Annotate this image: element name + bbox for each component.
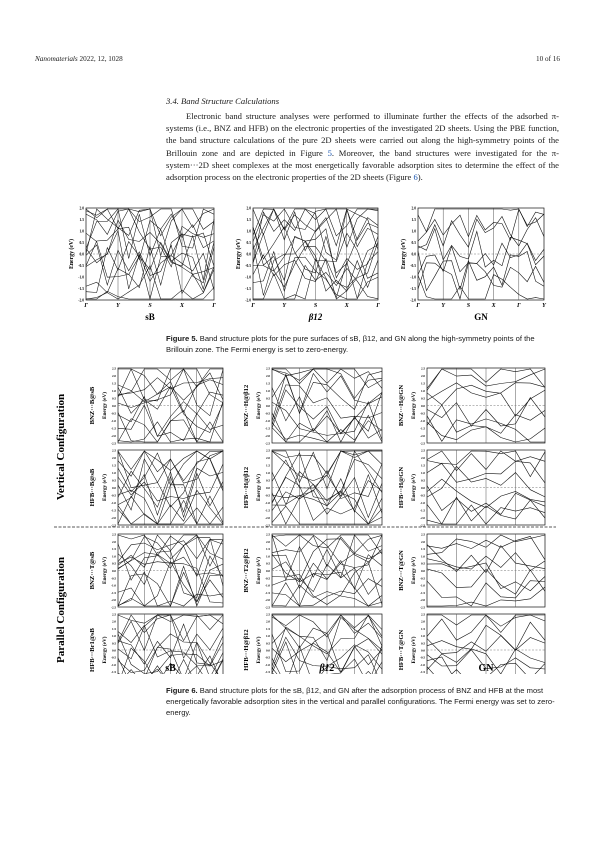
y-tick-label: 2.5: [266, 366, 270, 371]
y-axis-label: Energy (eV): [102, 392, 108, 419]
y-tick-label: -1.0: [264, 662, 270, 667]
y-tick-label: -1.5: [419, 670, 425, 674]
y-tick-label: 1.5: [246, 218, 251, 222]
section-title: 3.4. Band Structure Calculations: [166, 96, 280, 106]
y-tick-label: 0.0: [112, 648, 116, 653]
y-tick-label: -2.0: [110, 598, 116, 603]
kpoint-label: Y: [282, 303, 287, 309]
y-tick-label: -1.5: [264, 426, 270, 431]
y-axis-label: Energy (eV): [102, 636, 108, 664]
y-axis-label: Energy (eV): [411, 557, 417, 584]
y-tick-label: 0.0: [266, 486, 270, 490]
y-tick-label: 2.5: [112, 366, 116, 371]
y-axis-label: Energy (eV): [411, 392, 417, 419]
y-tick-label: 1.5: [421, 381, 425, 386]
y-tick-label: -2.5: [419, 441, 425, 446]
panel-name: GN: [474, 312, 488, 322]
system-label: BNZ···B@sB: [89, 386, 96, 425]
y-tick-label: -0.5: [419, 411, 425, 416]
y-tick-label: 1.5: [79, 218, 84, 222]
kpoint-label: Γ: [376, 303, 380, 309]
y-tick-label: 2.5: [112, 532, 116, 537]
y-tick-label: -0.5: [110, 493, 116, 498]
y-tick-label: 2.0: [266, 456, 270, 460]
y-tick-label: 1.5: [266, 547, 270, 552]
y-tick-label: 0.0: [112, 486, 116, 490]
kpoint-label: S: [313, 303, 318, 309]
y-tick-label: -1.5: [110, 508, 116, 513]
y-tick-label: 1.5: [421, 547, 425, 552]
band-panel: [68, 207, 216, 310]
band-panel: [101, 613, 225, 675]
y-tick-label: -1.0: [264, 501, 270, 505]
y-tick-label: 0.5: [112, 396, 116, 401]
system-label: HFB···T@GN: [398, 629, 405, 671]
figure-5-band-structure: [68, 205, 560, 323]
y-tick-label: 2.5: [266, 612, 270, 617]
y-tick-label: -0.5: [264, 576, 270, 581]
y-tick-label: 1.5: [421, 463, 425, 468]
y-tick-label: -1.5: [264, 670, 270, 674]
system-label: HFB···H@GN: [398, 466, 405, 509]
y-tick-label: 1.5: [112, 381, 116, 386]
y-tick-label: 1.0: [112, 389, 116, 393]
column-name: sB: [165, 663, 176, 674]
figure-6-link[interactable]: 6: [413, 172, 418, 183]
system-label: BNZ···T2@β12: [243, 548, 250, 593]
y-axis-label: Energy (eV): [256, 557, 262, 584]
y-tick-label: 0.0: [411, 252, 416, 257]
y-tick-label: 1.0: [112, 634, 116, 639]
y-tick-label: 2.0: [411, 206, 416, 211]
y-tick-label: 2.0: [266, 619, 270, 624]
y-tick-label: 0.5: [421, 641, 425, 646]
system-label: HFB···H@β12: [243, 629, 250, 671]
system-label: BNZ···T@sB: [89, 551, 96, 590]
y-tick-label: 1.0: [266, 554, 270, 559]
y-tick-label: -2.0: [78, 298, 84, 303]
y-tick-label: -2.0: [419, 516, 425, 520]
y-tick-label: -0.5: [419, 655, 425, 660]
y-tick-label: -2.5: [110, 605, 116, 610]
y-tick-label: 1.5: [421, 626, 425, 631]
group-label-vertical: Vertical Configuration: [55, 393, 67, 501]
y-tick-label: -1.0: [110, 583, 116, 588]
y-tick-label: 1.0: [266, 389, 270, 393]
y-tick-label: 2.0: [421, 456, 425, 460]
y-tick-label: 2.0: [112, 619, 116, 624]
y-tick-label: -1.5: [410, 287, 416, 291]
y-tick-label: 0.5: [266, 396, 270, 401]
y-tick-label: 2.5: [421, 448, 425, 453]
y-tick-label: 2.5: [112, 612, 116, 617]
y-tick-label: 0.0: [266, 569, 270, 573]
y-tick-label: -2.0: [110, 434, 116, 438]
kpoint-label: X: [179, 303, 185, 309]
y-tick-label: -1.5: [264, 508, 270, 513]
journal-citation: Nanomaterials 2022, 12, 1028: [35, 55, 123, 63]
y-tick-label: 2.5: [421, 612, 425, 617]
y-tick-label: 1.0: [246, 229, 251, 234]
y-tick-label: 1.5: [112, 463, 116, 468]
y-tick-label: 0.0: [112, 569, 116, 573]
y-tick-label: 0.5: [112, 478, 116, 483]
y-axis-label: Energy (eV): [256, 636, 262, 664]
y-axis-label: Energy (eV): [401, 238, 407, 270]
column-name: GN: [478, 663, 494, 674]
y-axis-label: Energy (eV): [69, 238, 75, 270]
y-tick-label: -1.0: [110, 501, 116, 505]
y-tick-label: 2.0: [112, 456, 116, 460]
y-tick-label: 2.0: [112, 539, 116, 544]
y-tick-label: 2.5: [266, 532, 270, 537]
y-axis-label: Energy (eV): [256, 474, 262, 501]
y-tick-label: -0.5: [264, 411, 270, 416]
y-tick-label: 2.0: [421, 539, 425, 544]
y-tick-label: 1.0: [421, 554, 425, 559]
y-tick-label: -0.5: [419, 493, 425, 498]
y-tick-label: 1.5: [112, 547, 116, 552]
band-panel: [101, 367, 223, 446]
band-panel: [101, 533, 223, 610]
band-panel: [255, 367, 382, 446]
y-tick-label: 0.5: [112, 641, 116, 646]
y-tick-label: 0.5: [421, 478, 425, 483]
y-tick-label: 1.0: [112, 471, 116, 475]
y-tick-label: -1.0: [410, 275, 416, 280]
y-tick-label: 2.0: [112, 374, 116, 378]
kpoint-label: S: [466, 303, 471, 309]
y-tick-label: 1.5: [266, 626, 270, 631]
system-label: HFB···B@sB: [89, 468, 96, 507]
y-tick-label: 1.0: [266, 634, 270, 639]
system-label: HFB···H@β12: [243, 466, 250, 509]
y-tick-label: -2.0: [410, 298, 416, 303]
system-label: HFB···Br1@sB: [89, 628, 96, 672]
y-axis-label: Energy (eV): [102, 474, 108, 501]
system-label: BNZ···T@GN: [398, 550, 405, 591]
y-tick-label: -1.0: [264, 583, 270, 588]
kpoint-label: Γ: [416, 303, 420, 309]
y-tick-label: 1.5: [266, 381, 270, 386]
y-tick-label: 1.0: [266, 471, 270, 475]
y-tick-label: 0.5: [266, 561, 270, 566]
y-tick-label: 2.0: [79, 206, 84, 211]
y-tick-label: -0.5: [245, 264, 251, 268]
y-tick-label: -2.5: [264, 441, 270, 446]
y-axis-label: Energy (eV): [236, 238, 242, 270]
y-tick-label: 0.0: [421, 486, 425, 490]
y-tick-label: -1.0: [419, 583, 425, 588]
y-tick-label: 0.5: [246, 241, 251, 245]
kpoint-label: Y: [116, 303, 120, 309]
y-tick-label: 0.5: [421, 561, 425, 566]
y-tick-label: 2.0: [266, 539, 270, 544]
y-tick-label: -1.5: [419, 590, 425, 595]
y-tick-label: -1.0: [245, 275, 251, 280]
y-tick-label: -1.0: [419, 419, 425, 423]
panel-name: sB: [145, 312, 155, 322]
y-axis-label: Energy (eV): [411, 636, 417, 664]
y-tick-label: 0.0: [266, 648, 270, 653]
band-panel: [410, 449, 545, 528]
kpoint-label: Y: [441, 303, 446, 309]
figure-6-caption: Figure 6. Band structure plots for the sB, β12, and GN after the adsorption process of BNZ and HFB at the most energetically favorable adsorption sites in the vertical and parallel configurations. The Fermi energy was set to zero-energy.: [166, 686, 555, 717]
y-tick-label: 0.5: [421, 396, 425, 401]
y-tick-label: -2.0: [264, 516, 270, 520]
y-tick-label: 0.0: [421, 404, 425, 408]
kpoint-label: Γ: [516, 303, 521, 309]
figure-6-band-structure: [50, 362, 560, 674]
y-tick-label: 0.0: [246, 252, 251, 257]
kpoint-label: Γ: [212, 303, 216, 309]
column-name: β12: [319, 663, 335, 674]
y-tick-label: 2.0: [421, 619, 425, 624]
y-tick-label: -1.0: [264, 419, 270, 423]
y-tick-label: -2.5: [110, 523, 116, 528]
band-panel: [235, 207, 380, 310]
y-tick-label: 0.0: [112, 404, 116, 408]
y-tick-label: -1.0: [419, 501, 425, 505]
y-tick-label: 0.5: [266, 478, 270, 483]
y-tick-label: 0.5: [79, 241, 84, 245]
y-tick-label: -1.0: [110, 419, 116, 423]
y-tick-label: -2.5: [264, 605, 270, 610]
body-paragraph: Electronic band structure analyses were performed to illuminate further the effects of the adsorbed π-systems (i.e., BNZ and HFB) on the electronic properties of the investigated 2D sheets. Using the PBE function, the band structure calculations of the pure 2D sheets were carried out along the high-symmetry points of the Brillouin zone and are depicted in Figure 5. Moreover, the band structures were investigated for the π-system···2D sheet complexes at the most energetically favorable adsorption sites to determine the effect of the adsorption process on the electronic properties of the 2D sheets (Figure 6).: [166, 111, 559, 183]
y-tick-label: 2.0: [246, 206, 251, 211]
group-label-parallel: Parallel Configuration: [55, 556, 67, 664]
y-tick-label: -2.0: [419, 598, 425, 603]
y-tick-label: -1.5: [419, 426, 425, 431]
kpoint-label: Γ: [84, 303, 88, 309]
y-tick-label: -2.0: [245, 298, 251, 303]
y-tick-label: 1.5: [411, 218, 416, 222]
y-tick-label: 1.0: [421, 634, 425, 639]
kpoint-label: Y: [542, 303, 546, 309]
y-tick-label: -1.5: [78, 287, 84, 291]
y-tick-label: -1.5: [264, 590, 270, 595]
y-tick-label: -0.5: [264, 655, 270, 660]
y-tick-label: 2.5: [421, 532, 425, 537]
y-tick-label: 1.0: [421, 389, 425, 393]
band-panel: [410, 367, 545, 446]
y-tick-label: -2.0: [110, 516, 116, 520]
y-tick-label: -1.0: [110, 662, 116, 667]
figure-5-caption: Figure 5. Band structure plots for the pure surfaces of sB, β12, and GN along the high-symmetry points of the Brillouin zone. The Fermi energy is set to zero-energy.: [166, 334, 535, 354]
y-tick-label: 2.5: [266, 448, 270, 453]
panel-name: β12: [308, 312, 323, 322]
band-panel: [255, 449, 382, 528]
y-tick-label: 1.0: [421, 471, 425, 475]
y-tick-label: 2.0: [266, 374, 270, 378]
y-tick-label: -0.5: [419, 576, 425, 581]
y-tick-label: -2.5: [264, 523, 270, 528]
y-tick-label: 1.0: [79, 229, 84, 234]
y-axis-label: Energy (eV): [411, 474, 417, 501]
y-tick-label: 1.0: [411, 229, 416, 234]
y-tick-label: -1.5: [110, 590, 116, 595]
system-label: BNZ···H@β12: [243, 384, 250, 427]
y-tick-label: 1.5: [266, 463, 270, 468]
y-tick-label: 0.0: [266, 404, 270, 408]
system-label: BNZ···H@GN: [398, 384, 405, 427]
y-tick-label: -1.0: [419, 662, 425, 667]
y-tick-label: -0.5: [110, 655, 116, 660]
y-tick-label: -2.0: [264, 598, 270, 603]
y-tick-label: -2.5: [419, 523, 425, 528]
y-tick-label: 0.0: [79, 252, 84, 257]
y-tick-label: -1.5: [245, 287, 251, 291]
y-tick-label: -2.0: [264, 434, 270, 438]
band-panel: [255, 533, 382, 610]
y-tick-label: -2.5: [110, 441, 116, 446]
band-panel: [410, 533, 545, 610]
band-panel: [400, 207, 547, 310]
y-tick-label: 1.0: [112, 554, 116, 559]
y-tick-label: -1.5: [110, 670, 116, 674]
figure-5-link[interactable]: 5: [327, 147, 332, 158]
kpoint-label: S: [148, 303, 152, 309]
y-tick-label: 2.5: [421, 366, 425, 371]
y-tick-label: -0.5: [110, 576, 116, 581]
y-tick-label: -0.5: [264, 493, 270, 498]
band-panel: [101, 449, 223, 528]
y-tick-label: 2.0: [421, 374, 425, 378]
y-tick-label: 0.5: [112, 561, 116, 566]
y-tick-label: -0.5: [78, 264, 84, 268]
kpoint-label: X: [344, 303, 349, 309]
y-axis-label: Energy (eV): [256, 392, 262, 419]
y-tick-label: -2.0: [419, 434, 425, 438]
kpoint-label: Γ: [251, 303, 255, 309]
y-tick-label: -2.5: [419, 605, 425, 610]
y-tick-label: 1.5: [112, 626, 116, 631]
y-tick-label: -1.5: [110, 426, 116, 431]
y-tick-label: 0.5: [411, 241, 416, 245]
y-tick-label: -1.0: [78, 275, 84, 280]
y-tick-label: 0.0: [421, 648, 425, 653]
page-number: 10 of 16: [536, 55, 560, 63]
y-tick-label: -1.5: [419, 508, 425, 513]
y-tick-label: 0.5: [266, 641, 270, 646]
y-axis-label: Energy (eV): [102, 557, 108, 584]
y-tick-label: 2.5: [112, 448, 116, 453]
y-tick-label: -0.5: [110, 411, 116, 416]
y-tick-label: 0.0: [421, 569, 425, 573]
y-tick-label: -0.5: [410, 264, 416, 268]
kpoint-label: X: [491, 303, 496, 309]
